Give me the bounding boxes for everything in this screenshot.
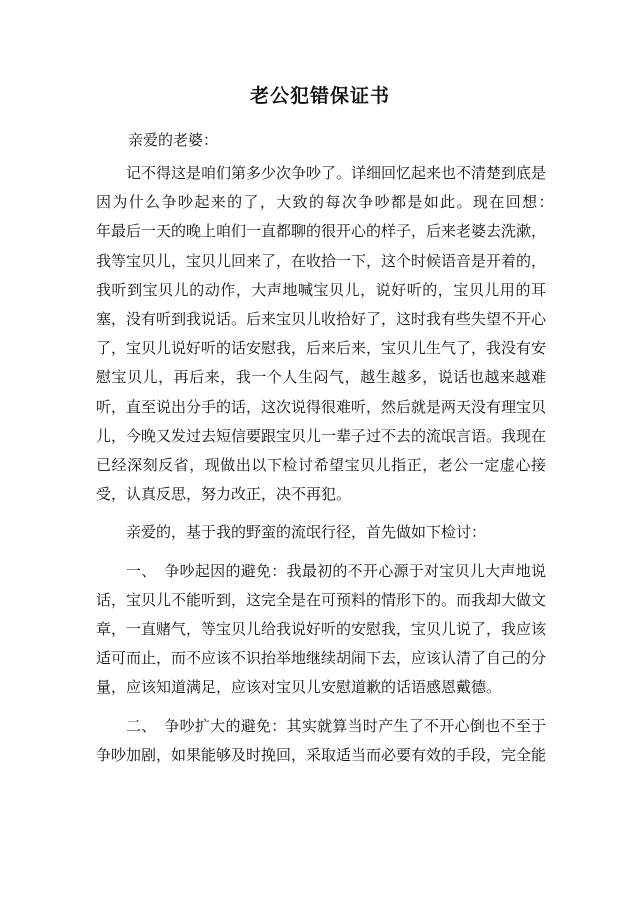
document-body <box>96 159 577 770</box>
paragraph-recollection: 记不得这是咱们第多少次争吵了。详细回忆起来也不清楚到底是因为什么争吵起来的了，大致的每次争吵都是如此。现在回想： 年最后一天的晚上咱们一直都聊的很开心的样子，后来老婆去洗漱，我等宝贝儿，宝贝儿回来了，在收拾一下，这个时候语音是开着的，我听到宝贝儿的动作，大声地喊宝贝儿，说好听的，宝贝儿用的耳塞，没有听到我说话。后来宝贝儿收拾好了，这时我有些失望不开心了，宝贝儿说好听的话安慰我，后来后来，宝贝儿生气了，我没有安慰宝贝儿，再后来，我一个人生闷气，越生越多，说话也越来越难听，直至说出分手的话，这次说得很难听，然后就是两天没有理宝贝儿，今晚又发过去短信要跟宝贝儿一辈子过不去的流氓言语。我现在已经深刻反省，现做出以下检讨希望宝贝儿指正，老公一定虚心接受，认真反思，努力改正，决不再犯。 <box>96 164 577 504</box>
document-title: 老公犯错保证书 <box>249 85 390 107</box>
paragraph-point-one: 一、 争吵起因的避免：我最初的不开心源于对宝贝儿大声地说话，宝贝儿不能听到，这完全是在可预料的情形下的。而我却大做文章，一直赌气，等宝贝儿给我说好听的安慰我，宝贝儿说了，我应该适可而止，而不应该不识抬举地继续胡闹下去，应该认清了自己的分量，应该知道满足，应该对宝贝儿安慰道歉的话语感恩戴德。 <box>96 561 547 697</box>
paragraph-intro: 亲爱的，基于我的野蛮的流氓行径，首先做如下检讨： <box>126 523 487 542</box>
paragraph-point-two: 二、 争吵扩大的避免：其实就算当时产生了不开心倒也不至于争吵加剧，如果能够及时挽回，采取适当而必要有效的手段，完全能 <box>96 716 547 764</box>
salutation: 亲爱的老婆： <box>128 131 219 149</box>
